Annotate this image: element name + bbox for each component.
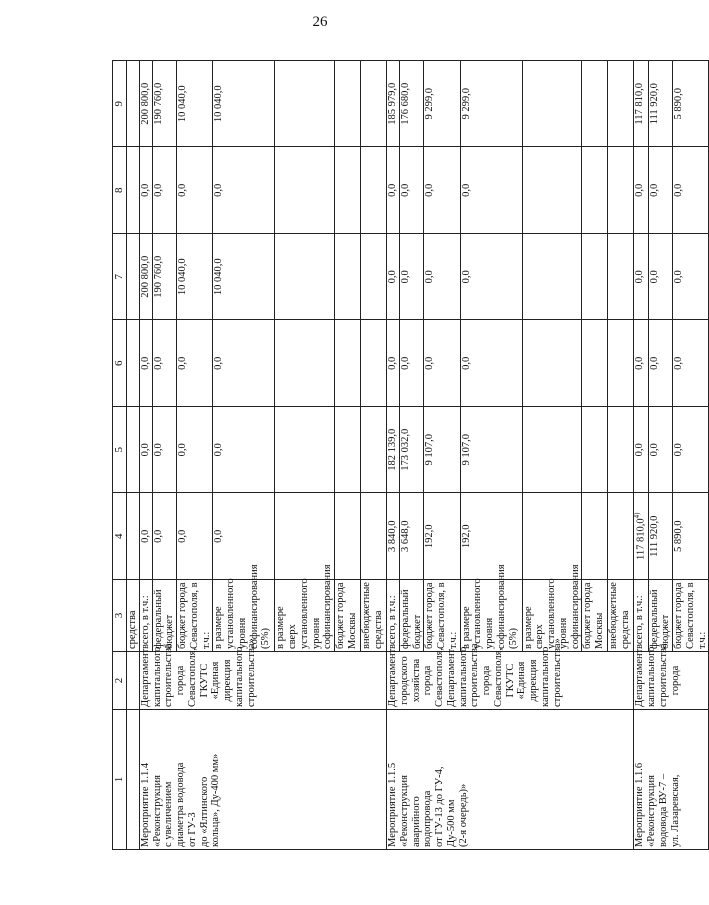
value-cell-v9 [582, 61, 608, 148]
value-text: 0,0 [634, 356, 646, 370]
value-cell-v9 [424, 61, 460, 148]
value-cell-v9 [177, 61, 213, 148]
value-cell-v6 [608, 320, 634, 407]
value-text: 0,0 [673, 183, 684, 197]
value-cell-v9 [648, 61, 673, 148]
value-text: 10 040,0 [213, 85, 225, 123]
value-cell-v5 [387, 407, 400, 494]
value-text: 0,0 [177, 443, 188, 457]
value-text: 111 920,0 [648, 515, 660, 557]
value-cell-v8 [460, 147, 522, 234]
value-cell-v8 [213, 147, 275, 234]
value-cell-v9 [634, 61, 648, 148]
value-cell-v6 [361, 320, 387, 407]
funding-source-cell: федеральный бюджет [399, 580, 424, 652]
value-cell-v7 [275, 234, 335, 321]
value-cell-v4 [387, 493, 400, 580]
funding-source-cell: внебюджетные средства [608, 580, 634, 652]
value-text: 190 760,0 [152, 82, 164, 125]
value-text: 117 810,0 [635, 518, 647, 560]
executor-cell: Департамент капитального строительства города Севастополя, ГКУТС «Единая дирекция капитального строительства» [139, 652, 386, 710]
value-cell-v4 [673, 493, 709, 580]
value-cell-v4 [608, 493, 634, 580]
value-cell-v9 [673, 61, 709, 148]
value-cell-v9 [387, 61, 400, 148]
value-cell-v4 [361, 493, 387, 580]
value-text: 9 107,0 [460, 434, 472, 466]
value-cell-v5 [213, 407, 275, 494]
value-cell-v4 [582, 493, 608, 580]
value-cell-v5 [522, 407, 582, 494]
value-cell-v6 [275, 320, 335, 407]
funding-source-cell: бюджет города Севастополя, в т.ч.: [673, 580, 709, 652]
value-cell-v7 [399, 234, 424, 321]
value-text: 0,0 [213, 183, 225, 197]
value-cell-v5 [335, 407, 361, 494]
value-text: 0,0 [213, 443, 225, 457]
value-cell-v4 [634, 493, 648, 580]
value-text: 0,0 [177, 529, 188, 543]
value-text: 3 840,0 [387, 520, 398, 552]
value-text: 0,0 [152, 443, 164, 457]
funding-source-cell: в размере сверх установленного уровня софинансирования [275, 580, 335, 652]
value-text: 0,0 [213, 529, 225, 543]
value-text: 0,0 [648, 356, 660, 370]
value-text: 9 299,0 [424, 88, 436, 120]
value-text: 0,0 [399, 270, 411, 284]
value-text: 0,0 [387, 270, 398, 284]
value-text: 0,0 [139, 356, 151, 370]
value-text: 0,0 [424, 356, 436, 370]
value-cell-v9 [213, 61, 275, 148]
funding-source-cell: в размере установленного уровня софинансирования (5%) [460, 580, 522, 652]
value-text: 192,0 [460, 524, 472, 549]
executor-cell: Департамент городского хозяйства города Севастополя, Департамент капитального строительства города Севастополя, ГКУТС «Единая дирекция капитального строительства» [387, 652, 634, 710]
funding-source-cell: бюджет города Москвы [335, 580, 361, 652]
value-text: 185 979,0 [387, 82, 398, 125]
value-cell-v5 [648, 407, 673, 494]
value-cell-v6 [177, 320, 213, 407]
value-text: 0,0 [673, 356, 684, 370]
funding-source-cell: всего, в т.ч.: [634, 580, 648, 652]
value-text: 9 107,0 [424, 434, 436, 466]
budget-table [112, 60, 709, 850]
column-header: 9 [113, 61, 127, 148]
value-cell-v8 [424, 147, 460, 234]
value-text: 0,0 [213, 356, 225, 370]
value-text: 200 800,0 [139, 255, 151, 298]
value-text: 5 890,0 [673, 88, 684, 120]
value-text: 0,0 [139, 183, 151, 197]
value-cell-v8 [582, 147, 608, 234]
value-cell-v6 [139, 320, 152, 407]
value-cell-v4 [335, 493, 361, 580]
value-cell-v7 [460, 234, 522, 321]
value-cell-v8 [275, 147, 335, 234]
value-cell-v8 [387, 147, 400, 234]
measure-cell: Мероприятие 1.1.4 «Реконструкция с увеличением диаметра водовода от ГУ-3 до «Ялтинского кольца», Ду-400 мм» [139, 710, 386, 850]
value-cell-v4 [139, 493, 152, 580]
funding-source-cell: федеральный бюджет [152, 580, 177, 652]
value-text: 3 648,0 [399, 520, 411, 552]
value-text: 0,0 [177, 356, 188, 370]
value-text: 0,0 [139, 529, 151, 543]
footnote-marker: 4) [633, 512, 642, 519]
value-cell-v6 [648, 320, 673, 407]
column-header: 4 [113, 493, 127, 580]
value-text: 0,0 [152, 529, 164, 543]
funding-source-cell: внебюджетные средства [361, 580, 387, 652]
value-cell-v6 [213, 320, 275, 407]
value-cell-v8 [648, 147, 673, 234]
value-text: 0,0 [634, 183, 646, 197]
value-text: 190 760,0 [152, 255, 164, 298]
page-number: 26 [312, 14, 328, 30]
value-cell-v9 [335, 61, 361, 148]
value-cell-v4 [460, 493, 522, 580]
value-text: 182 139,0 [387, 428, 398, 471]
column-header: 5 [113, 407, 127, 494]
continuation-text: средства [127, 580, 140, 652]
rotated-table-container [112, 60, 708, 850]
value-cell-v5 [634, 407, 648, 494]
value-cell-v5 [361, 407, 387, 494]
value-cell-v7 [522, 234, 582, 321]
table-row [139, 61, 152, 850]
value-cell-v7 [582, 234, 608, 321]
value-text: 9 299,0 [460, 88, 472, 120]
funding-source-cell: бюджет города Севастополя, в т.ч.: [424, 580, 460, 652]
value-cell-v6 [424, 320, 460, 407]
value-cell-v5 [399, 407, 424, 494]
value-text: 0,0 [177, 183, 188, 197]
value-cell-v5 [582, 407, 608, 494]
value-cell-v5 [139, 407, 152, 494]
value-cell-v8 [608, 147, 634, 234]
value-cell-v8 [335, 147, 361, 234]
funding-source-cell: в размере установленного уровня софинансирования (5%) [213, 580, 275, 652]
value-text: 192,0 [424, 524, 436, 549]
table-row [634, 61, 648, 850]
funding-source-cell: бюджет города Севастополя, в т.ч.: [177, 580, 213, 652]
column-header: 2 [113, 652, 127, 710]
value-text: 0,0 [648, 183, 660, 197]
value-cell-v8 [152, 147, 177, 234]
value-cell-v7 [139, 234, 152, 321]
value-text: 0,0 [387, 356, 398, 370]
value-text: 0,0 [424, 270, 436, 284]
value-text: 0,0 [424, 183, 436, 197]
value-cell-v9 [152, 61, 177, 148]
value-cell-v6 [460, 320, 522, 407]
value-text: 173 032,0 [399, 428, 411, 471]
value-cell-v6 [522, 320, 582, 407]
value-cell-v4 [152, 493, 177, 580]
value-cell-v4 [399, 493, 424, 580]
value-text: 0,0 [399, 356, 411, 370]
value-text: 0,0 [139, 443, 151, 457]
value-text: 117 810,0 [634, 82, 646, 125]
column-number-row [113, 61, 127, 850]
value-text: 0,0 [460, 183, 472, 197]
funding-source-cell: федеральный бюджет [648, 580, 673, 652]
funding-source-cell: всего, в т.ч.: [139, 580, 152, 652]
value-cell-v8 [399, 147, 424, 234]
value-cell-v5 [275, 407, 335, 494]
value-cell-v7 [608, 234, 634, 321]
value-cell-v4 [424, 493, 460, 580]
value-cell-v8 [634, 147, 648, 234]
value-cell-v7 [361, 234, 387, 321]
value-cell-v8 [673, 147, 709, 234]
value-text: 10 040,0 [213, 258, 225, 296]
value-cell-v8 [139, 147, 152, 234]
value-cell-v9 [460, 61, 522, 148]
value-cell-v7 [634, 234, 648, 321]
value-cell-v9 [361, 61, 387, 148]
value-cell-v5 [460, 407, 522, 494]
table-body [139, 61, 709, 850]
value-text: 10 040,0 [177, 85, 188, 123]
value-text: 0,0 [634, 270, 646, 284]
value-cell-v4 [213, 493, 275, 580]
funding-source-cell: всего, в т.ч.: [387, 580, 400, 652]
value-cell-v6 [152, 320, 177, 407]
value-cell-v5 [152, 407, 177, 494]
value-text: 0,0 [648, 443, 660, 457]
value-cell-v7 [152, 234, 177, 321]
measure-cell: Мероприятие 1.1.6 «Реконструкция водовода ВУ-7 – ул. Лазаревская, [634, 710, 709, 850]
value-text: 0,0 [673, 443, 684, 457]
value-text: 0,0 [399, 183, 411, 197]
value-cell-v6 [399, 320, 424, 407]
value-cell-v5 [177, 407, 213, 494]
value-cell-v4 [177, 493, 213, 580]
value-text: 5 890,0 [673, 520, 684, 552]
value-cell-v7 [177, 234, 213, 321]
continuation-row [127, 61, 140, 850]
measure-cell: Мероприятие 1.1.5 «Реконструкция аварийного водопровода от ГУ-13 до ГУ-4, Ду-500 мм (2-я очередь)» [387, 710, 634, 850]
value-cell-v9 [139, 61, 152, 148]
column-header: 6 [113, 320, 127, 407]
column-header: 7 [113, 234, 127, 321]
value-cell-v5 [424, 407, 460, 494]
value-text: 0,0 [634, 443, 646, 457]
value-text: 0,0 [460, 356, 472, 370]
value-text: 176 680,0 [399, 82, 411, 125]
value-cell-v7 [648, 234, 673, 321]
funding-source-cell: бюджет города Москвы [582, 580, 608, 652]
value-cell-v9 [275, 61, 335, 148]
executor-cell: Департамент капитального строительства города [634, 652, 709, 710]
value-cell-v7 [673, 234, 709, 321]
column-header: 1 [113, 710, 127, 850]
value-cell-v8 [522, 147, 582, 234]
value-cell-v8 [361, 147, 387, 234]
funding-source-cell: в размере сверх установленного уровня софинансирования [522, 580, 582, 652]
value-cell-v6 [673, 320, 709, 407]
value-text: 0,0 [152, 356, 164, 370]
value-cell-v9 [399, 61, 424, 148]
value-text: 200 800,0 [139, 82, 151, 125]
value-cell-v7 [335, 234, 361, 321]
value-text: 0,0 [648, 270, 660, 284]
value-cell-v4 [648, 493, 673, 580]
value-text: 0,0 [152, 183, 164, 197]
value-cell-v9 [522, 61, 582, 148]
column-header: 8 [113, 147, 127, 234]
value-cell-v5 [608, 407, 634, 494]
value-text: 0,0 [460, 270, 472, 284]
value-cell-v6 [634, 320, 648, 407]
table-row [387, 61, 400, 850]
value-cell-v7 [387, 234, 400, 321]
value-cell-v6 [335, 320, 361, 407]
value-cell-v5 [673, 407, 709, 494]
value-text: 111 920,0 [648, 83, 660, 125]
value-cell-v9 [608, 61, 634, 148]
value-cell-v6 [582, 320, 608, 407]
value-text: 10 040,0 [177, 258, 188, 296]
value-cell-v7 [424, 234, 460, 321]
value-cell-v7 [213, 234, 275, 321]
value-text: 0,0 [673, 270, 684, 284]
value-cell-v6 [387, 320, 400, 407]
value-text: 0,0 [387, 183, 398, 197]
column-header: 3 [113, 580, 127, 652]
value-cell-v8 [177, 147, 213, 234]
